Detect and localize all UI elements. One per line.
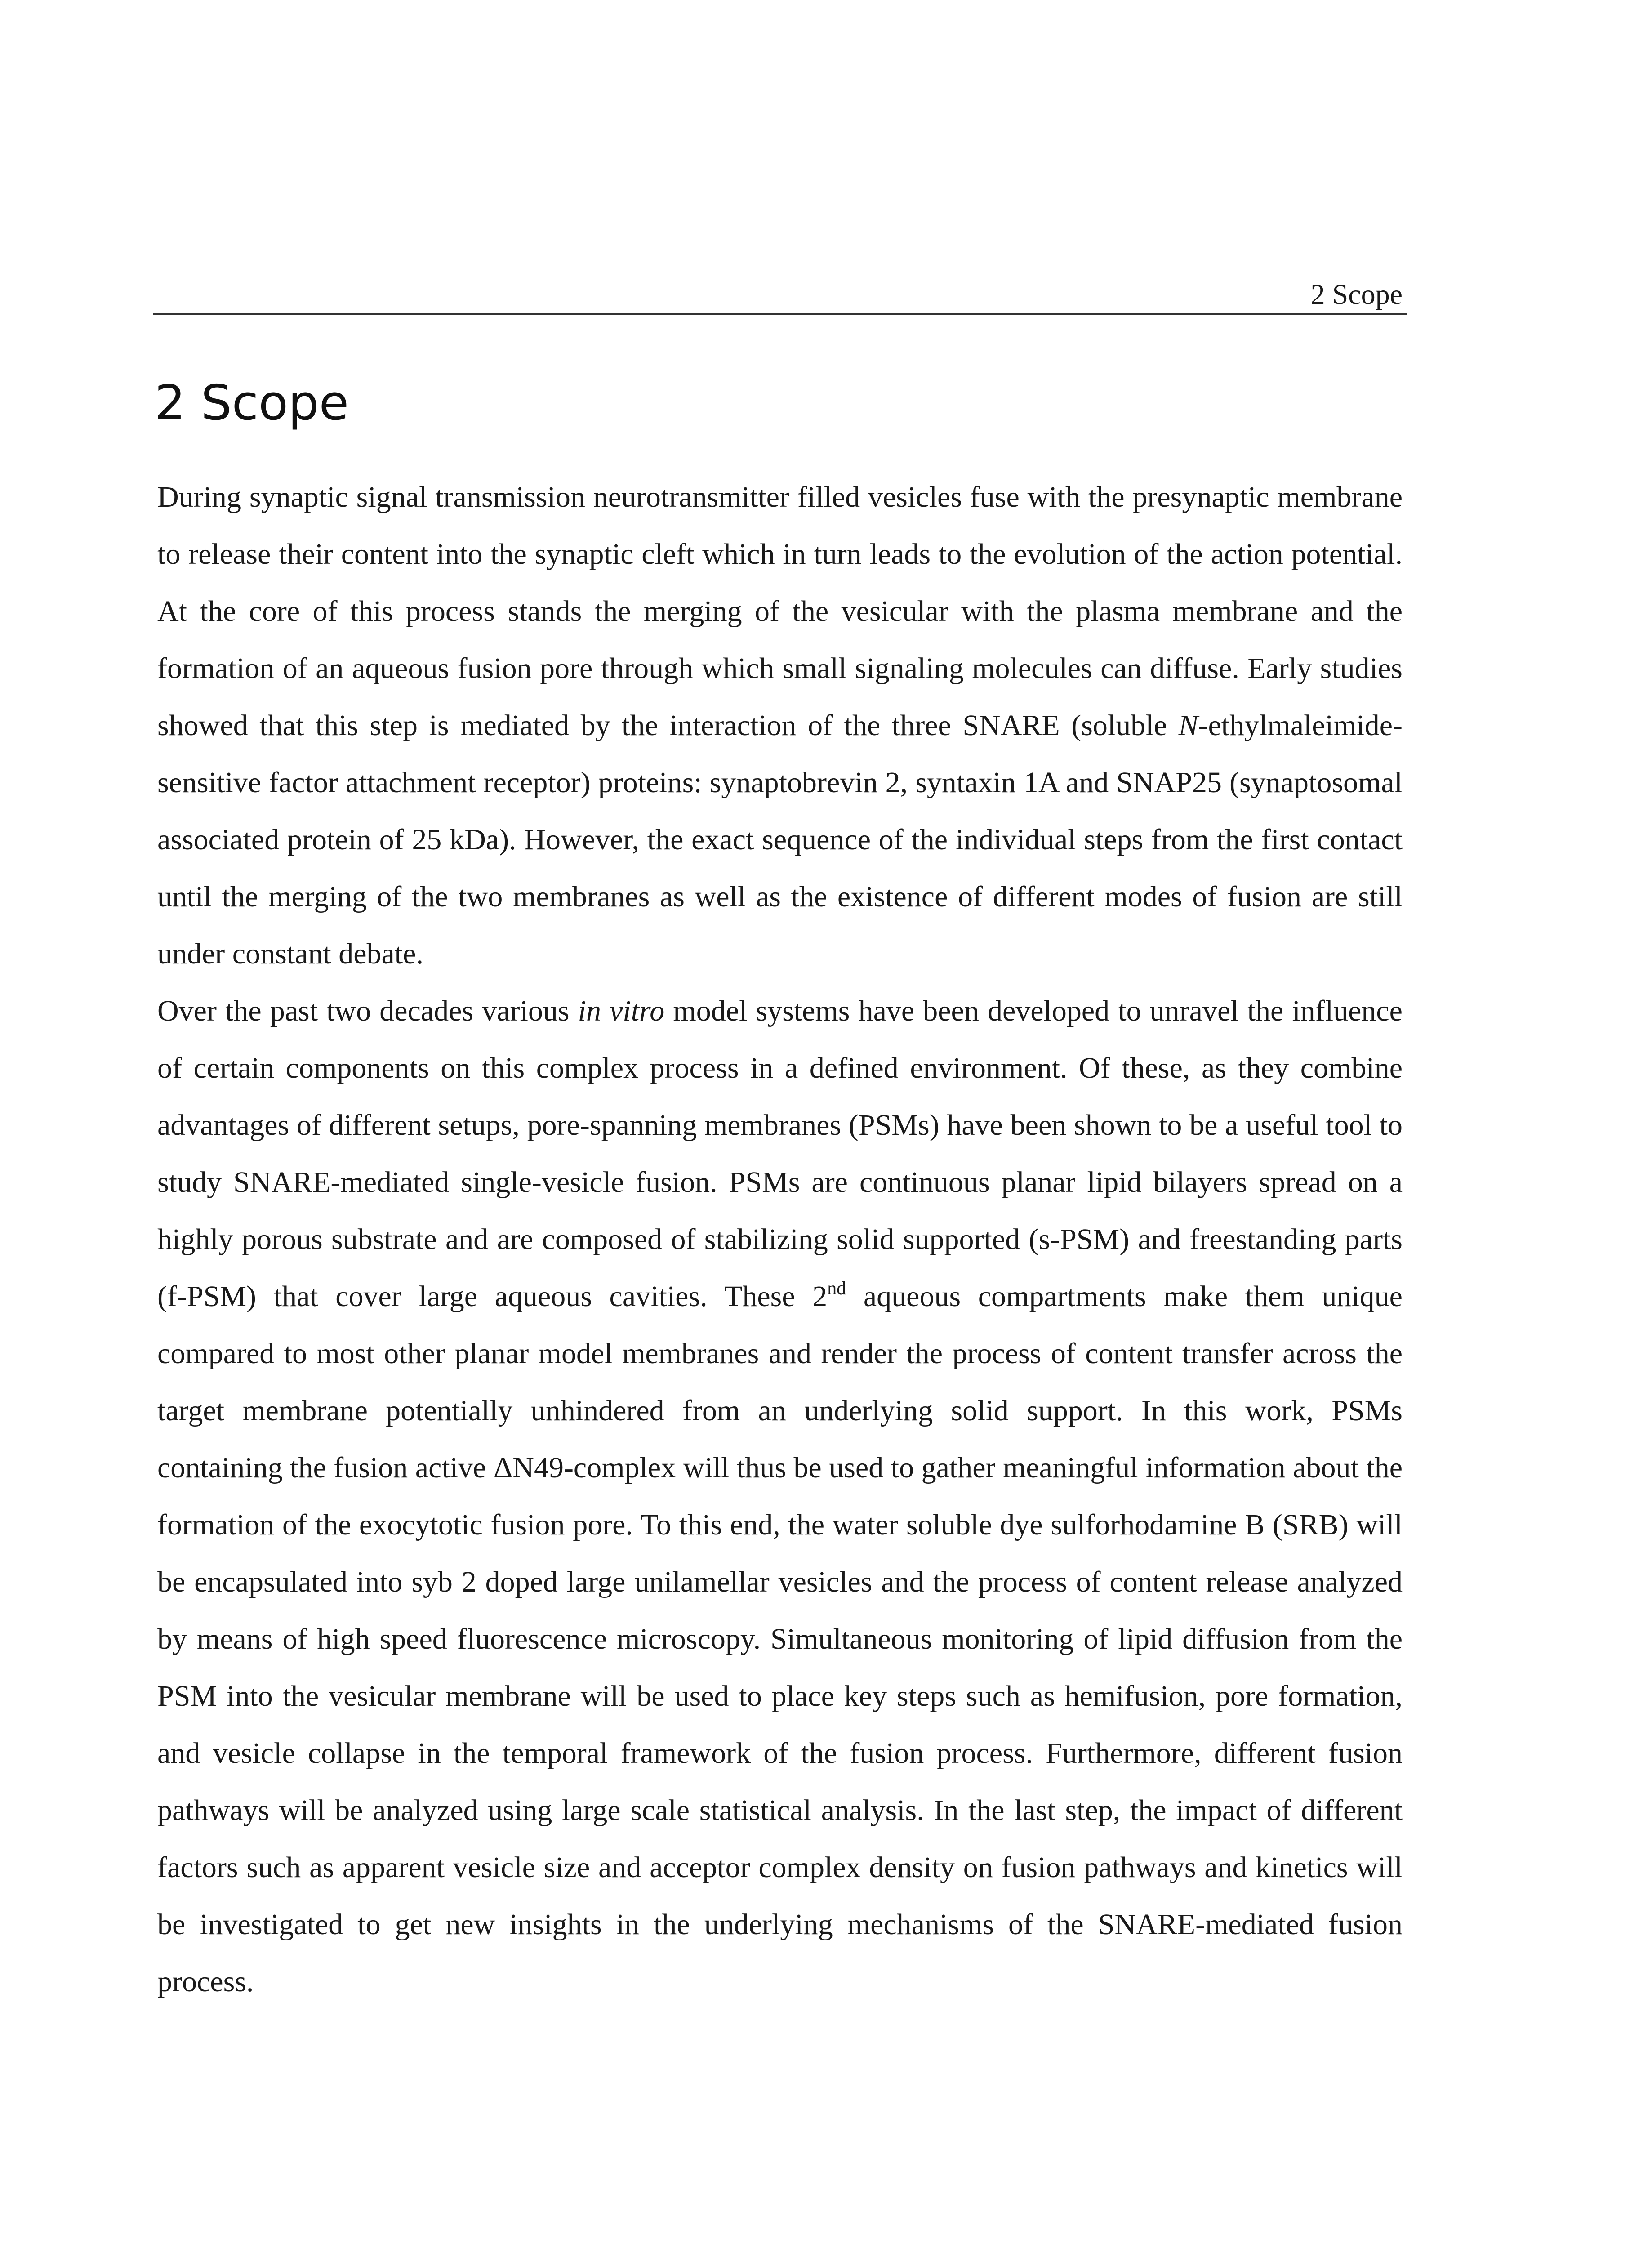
chapter-heading: 2 Scope bbox=[155, 375, 349, 431]
paragraph-1 bbox=[157, 468, 1403, 982]
running-header-title: 2 Scope bbox=[1310, 278, 1403, 310]
paragraph-1-text-a: During synaptic signal transmission neurotransmitter filled vesicles fuse with the presynaptic membrane to release their content into the synaptic cleft which in turn leads to the evolution of the action potential. At the core of this process stands the merging of the vesicular with the plasma membrane and the formation of an aqueous fusion pore through which small signaling molecules can diffuse. Early studies showed that this step is mediated by the interaction of the three SNARE (soluble bbox=[157, 481, 1403, 742]
paragraph-2-superscript: nd bbox=[827, 1278, 846, 1299]
body-text bbox=[157, 468, 1403, 2010]
paragraph-1-italic: N bbox=[1178, 709, 1198, 742]
running-header bbox=[153, 270, 1407, 315]
paragraph-2 bbox=[157, 982, 1403, 2010]
paragraph-2-text-b: model systems have been developed to unravel the influence of certain components on this complex process in a defined environment. Of these, as they combine advantages of different setups, pore-spanning membranes (PSMs) have been shown to be a useful tool to study SNARE-mediated single-vesicle fusion. PSMs are continuous planar lipid bilayers spread on a highly porous substrate and are composed of stabilizing solid supported (s-PSM) and freestanding parts (f-PSM) that cover large aqueous cavities. These 2 bbox=[157, 995, 1403, 1313]
paragraph-2-italic: in vitro bbox=[578, 995, 665, 1027]
paragraph-2-text-a: Over the past two decades various bbox=[157, 995, 578, 1027]
paragraph-2-text-c: aqueous compartments make them unique compared to most other planar model membranes and render the process of content transfer across the target membrane potentially unhindered from an underlying solid support. In this work, PSMs containing the fusion active ΔN49-complex will thus be used to gather meaningful information about the formation of the exocytotic fusion pore. To this end, the water soluble dye sulforhodamine B (SRB) will be encapsulated into syb 2 doped large unilamellar vesicles and the process of content release analyzed by means of high speed fluorescence microscopy. Simultaneous monitoring of lipid diffusion from the PSM into the vesicular membrane will be used to place key steps such as hemifusion, pore formation, and vesicle collapse in the temporal framework of the fusion process. Furthermore, different fusion pathways will be analyzed using large scale statistical analysis. In the last step, the impact of different factors such as apparent vesicle size and acceptor complex density on fusion pathways and kinetics will be investigated to get new insights in the underlying mechanisms of the SNARE-mediated fusion process. bbox=[157, 1280, 1403, 1998]
paragraph-1-text-b: -ethylmaleimide-sensitive factor attachment receptor) proteins: synaptobrevin 2, syntaxin 1A and SNAP25 (synaptosomal associated protein of 25 kDa). However, the exact sequence of the individual steps from the first contact until the merging of the two membranes as well as the existence of different modes of fusion are still under constant debate. bbox=[157, 709, 1403, 970]
